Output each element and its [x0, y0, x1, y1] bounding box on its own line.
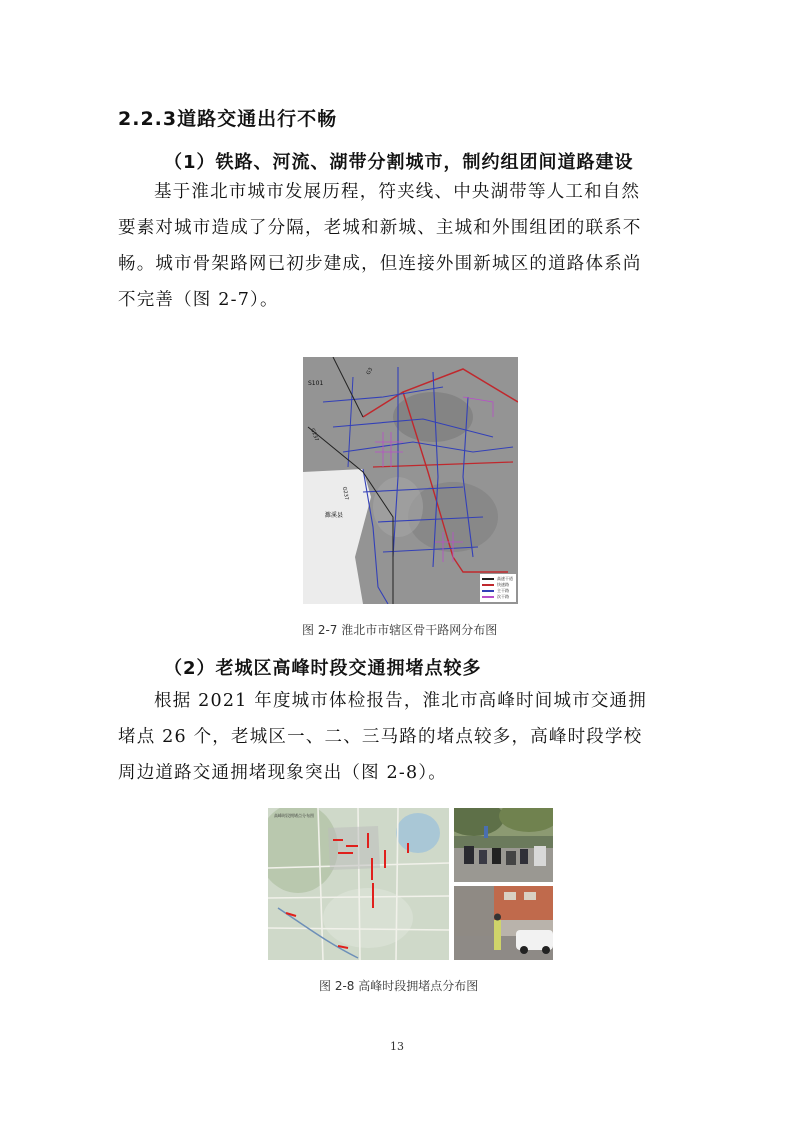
paragraph-line: 根据 2021 年度城市体检报告，淮北市高峰时间城市交通拥 [154, 691, 647, 711]
legend-label: 快速路 [497, 582, 509, 587]
subsection-heading-1: （1）铁路、河流、湖带分割城市，制约组团间道路建设 [164, 152, 634, 173]
road-label: G237 [309, 427, 320, 443]
legend-label: 主干路 [497, 588, 509, 593]
road-label: G237 [341, 486, 350, 501]
legend-swatch [482, 584, 494, 586]
legend-item [482, 594, 514, 600]
paragraph-line: 不完善（图 2-7）。 [118, 290, 279, 310]
street-photo-2-graphic [454, 886, 553, 960]
legend-swatch [482, 578, 494, 580]
congestion-map-graphic [268, 808, 449, 960]
street-photo-1-graphic [454, 808, 553, 882]
paragraph-line: 周边道路交通拥堵现象突出（图 2-8）。 [118, 763, 447, 783]
subsection-heading-2: （2）老城区高峰时段交通拥堵点较多 [164, 658, 482, 679]
paragraph-line: 畅。城市骨架路网已初步建成，但连接外围新城区的道路体系尚 [118, 254, 642, 274]
street-photo-1 [454, 808, 553, 882]
page-number: 13 [390, 1040, 404, 1053]
section-heading: 2.2.3道路交通出行不畅 [118, 108, 338, 130]
paragraph-1 [118, 174, 680, 318]
legend-label: 高速干道 [497, 576, 513, 581]
road-network-map-graphic [303, 357, 518, 604]
road-label: G3 [365, 366, 375, 376]
paragraph-line: 要素对城市造成了分隔，老城和新城、主城和外围组团的联系不 [118, 218, 642, 238]
road-network-map [303, 357, 518, 604]
figure-caption-2-7: 图 2-7 淮北市市辖区骨干路网分布图 [302, 623, 498, 637]
map-legend [480, 574, 516, 602]
street-photo-2 [454, 886, 553, 960]
map-title: 高峰时段拥堵点分布图 [274, 813, 314, 818]
paragraph-line: 基于淮北市城市发展历程，符夹线、中央湖带等人工和自然 [154, 182, 641, 202]
figure-caption-2-8: 图 2-8 高峰时段拥堵点分布图 [319, 979, 479, 993]
paragraph-line: 堵点 26 个，老城区一、二、三马路的堵点较多，高峰时段学校 [118, 727, 643, 747]
county-label: 濉溪县 [325, 512, 344, 519]
legend-swatch [482, 596, 494, 598]
congestion-map [268, 808, 449, 960]
road-label: S101 [308, 380, 324, 387]
legend-label: 次干路 [497, 594, 509, 599]
paragraph-2 [118, 683, 680, 791]
legend-swatch [482, 590, 494, 592]
